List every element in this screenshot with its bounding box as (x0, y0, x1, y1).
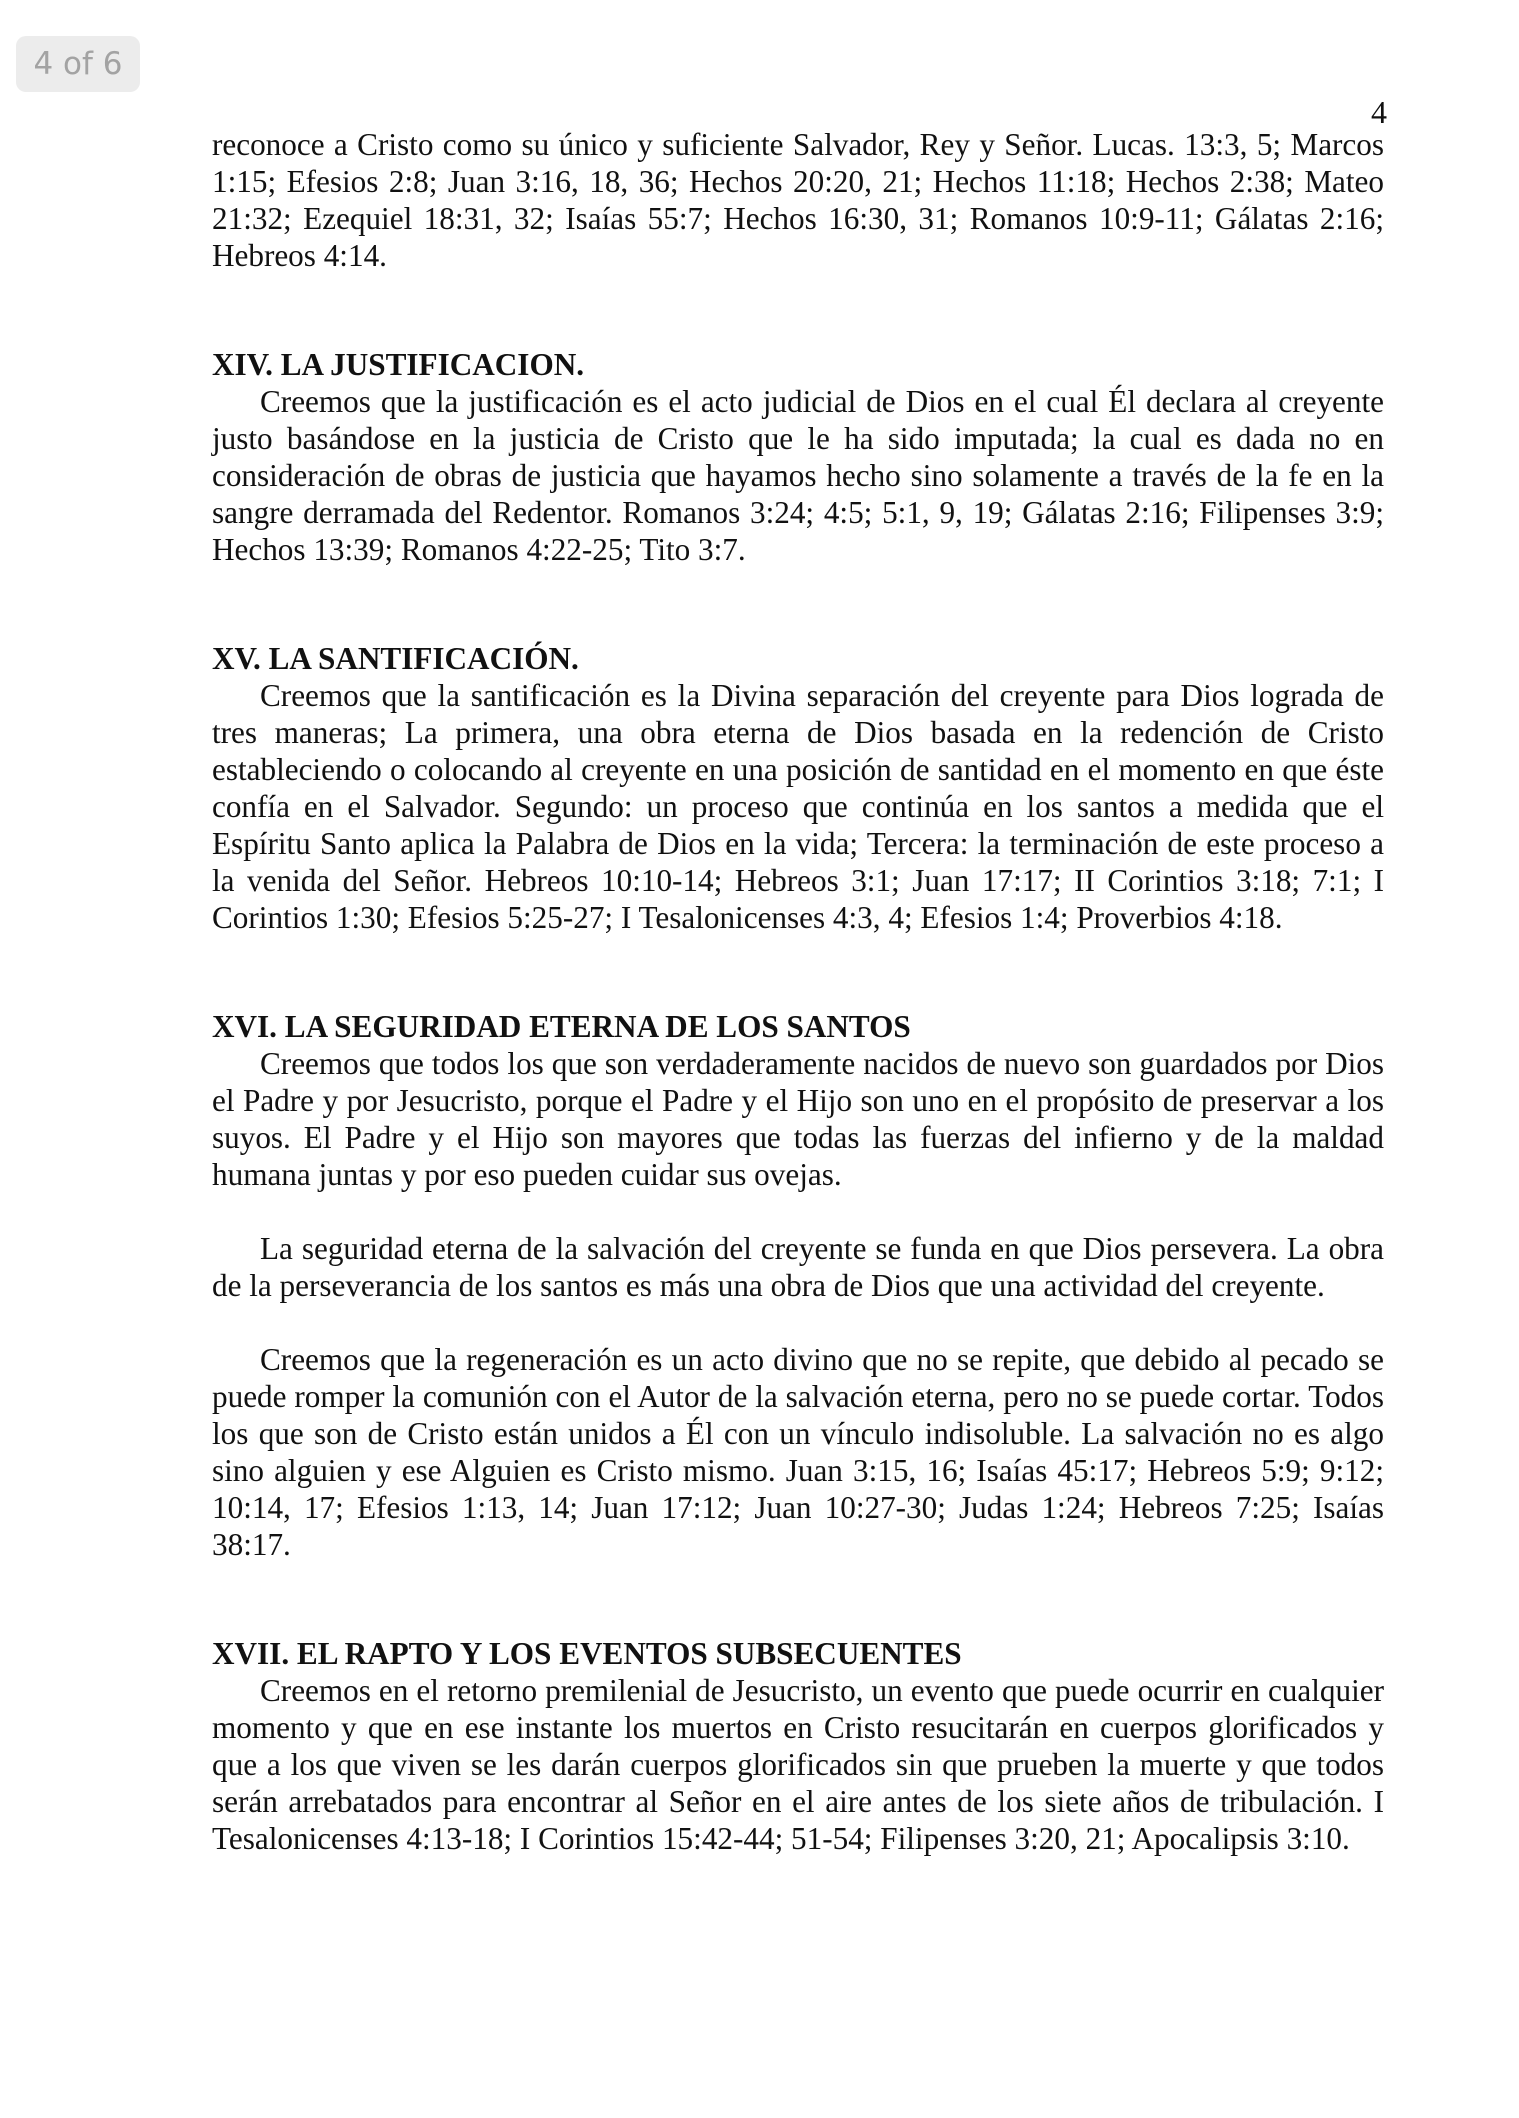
section-paragraph: Creemos que la regeneración es un acto divino que no se repite, que debido al pecado se puede romper la comunión con el Autor de la salvación eterna, pero no se puede cortar. Todos los que son de Cristo están unidos a Él con un vínculo indisoluble. La salvación no es algo sino alguien y ese Alguien es Cristo mismo. Juan 3:15, 16; Isaías 45:17; Hebreos 5:9; 9:12; 10:14, 17; Efesios 1:13, 14; Juan 17:12; Juan 10:27-30; Judas 1:24; Hebreos 7:25; Isaías 38:17. (212, 1342, 1384, 1562)
intro-paragraph: reconoce a Cristo como su único y suficiente Salvador, Rey y Señor. Lucas. 13:3, 5; Marcos 1:15; Efesios 2:8; Juan 3:16, 18, 36; Hechos 20:20, 21; Hechos 11:18; Hechos 2:38; Mateo 21:32; Ezequiel 18:31, 32; Isaías 55:7; Hechos 16:30, 31; Romanos 10:9-11; Gálatas 2:16; Hebreos 4:14. (212, 127, 1384, 273)
section-xiv-justificacion (212, 346, 1384, 568)
section-heading: XIV. LA JUSTIFICACION. (212, 347, 585, 382)
section-paragraph: Creemos que todos los que son verdaderamente nacidos de nuevo son guardados por Dios el Padre y por Jesucristo, porque el Padre y el Hijo son uno en el propósito de preservar a los suyos. El Padre y el Hijo son mayores que todas las fuerzas del infierno y de la maldad humana juntas y por eso pueden cuidar sus ovejas. (212, 1046, 1384, 1192)
section-paragraph: Creemos que la justificación es el acto judicial de Dios en el cual Él declara al creyente justo basándose en la justicia de Cristo que le ha sido imputada; la cual es dada no en consideración de obras de justicia que hayamos hecho sino solamente a través de la fe en la sangre derramada del Redentor. Romanos 3:24; 4:5; 5:1, 9, 19; Gálatas 2:16; Filipenses 3:9; Hechos 13:39; Romanos 4:22-25; Tito 3:7. (212, 384, 1384, 567)
section-xvi-seguridad-eterna (212, 1008, 1384, 1563)
section-paragraph: Creemos en el retorno premilenial de Jesucristo, un evento que puede ocurrir en cualquier momento y que en ese instante los muertos en Cristo resucitarán en cuerpos glorificados y que a los que viven se les darán cuerpos glorificados sin que prueben la muerte y que todos serán arrebatados para encontrar al Señor en el aire antes de los siete años de tribulación. I Tesalonicenses 4:13-18; I Corintios 15:42-44; 51-54; Filipenses 3:20, 21; Apocalipsis 3:10. (212, 1673, 1384, 1856)
page-indicator-badge: 4 of 6 (16, 36, 140, 92)
section-xvii-rapto (212, 1635, 1384, 1857)
section-heading: XVI. LA SEGURIDAD ETERNA DE LOS SANTOS (212, 1009, 911, 1044)
page-number: 4 (1371, 94, 1387, 130)
section-xv-santificacion (212, 640, 1384, 936)
section-paragraph: Creemos que la santificación es la Divina separación del creyente para Dios lograda de tres maneras; La primera, una obra eterna de Dios basada en la redención de Cristo estableciendo o colocando al creyente en una posición de santidad en el momento en que éste confía en el Salvador. Segundo: un proceso que continúa en los santos a medida que el Espíritu Santo aplica la Palabra de Dios en la vida; Tercera: la terminación de este proceso a la venida del Señor. Hebreos 10:10-14; Hebreos 3:1; Juan 17:17; II Corintios 3:18; 7:1; I Corintios 1:30; Efesios 5:25-27; I Tesalonicenses 4:3, 4; Efesios 1:4; Proverbios 4:18. (212, 678, 1384, 935)
section-paragraph: La seguridad eterna de la salvación del creyente se funda en que Dios persevera. La obra de la perseverancia de los santos es más una obra de Dios que una actividad del creyente. (212, 1231, 1384, 1303)
section-heading: XVII. EL RAPTO Y LOS EVENTOS SUBSECUENTES (212, 1636, 962, 1671)
section-heading: XV. LA SANTIFICACIÓN. (212, 641, 579, 676)
document-body (212, 126, 1384, 1857)
